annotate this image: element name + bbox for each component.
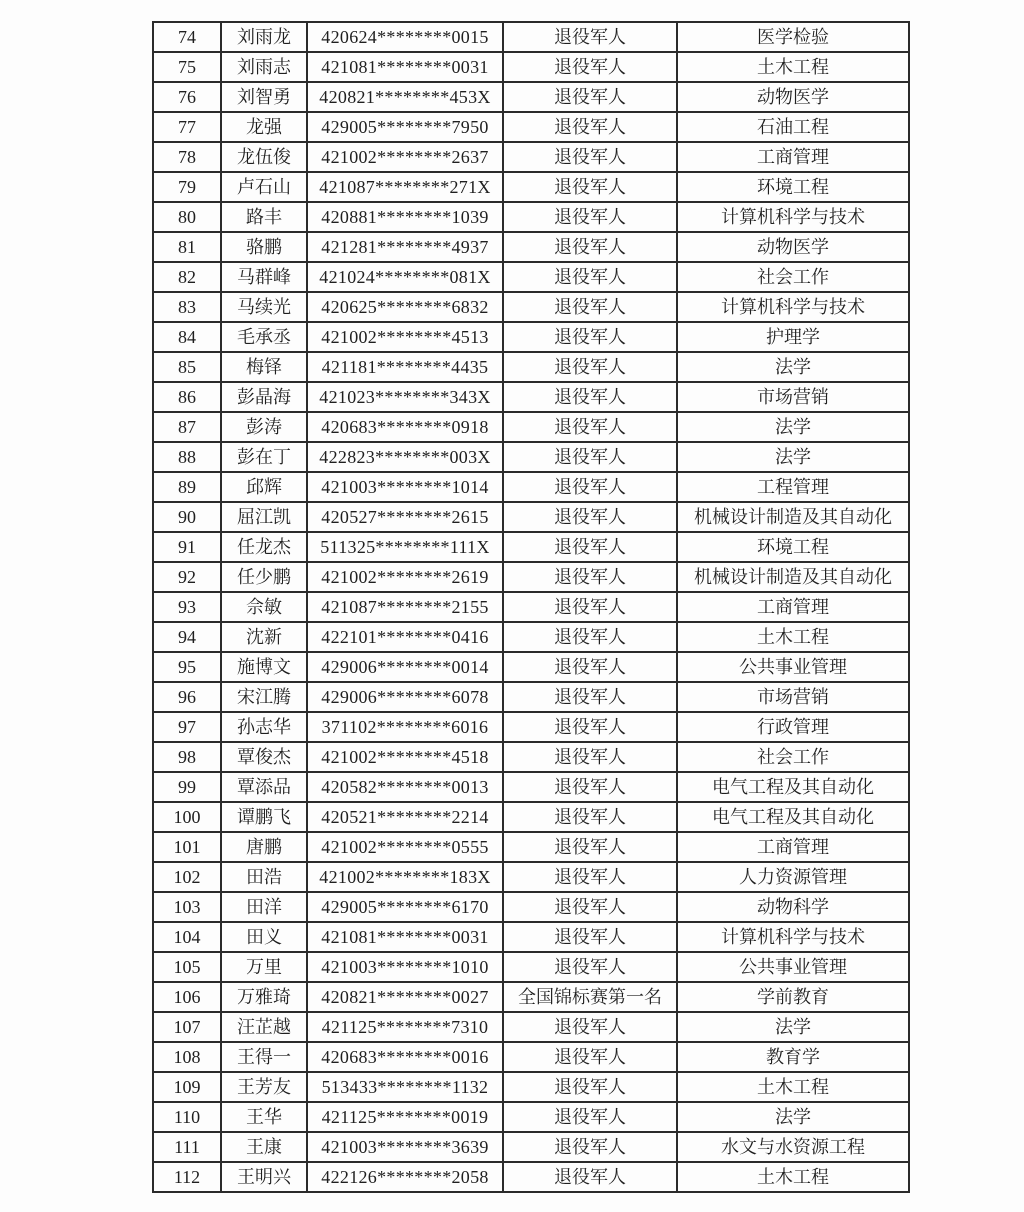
cell-category: 退役军人	[503, 142, 677, 172]
cell-major: 工商管理	[677, 832, 909, 862]
cell-major: 机械设计制造及其自动化	[677, 562, 909, 592]
cell-id: 421081********0031	[307, 922, 503, 952]
cell-id: 420821********0027	[307, 982, 503, 1012]
cell-major: 动物科学	[677, 892, 909, 922]
cell-name: 王华	[221, 1102, 307, 1132]
cell-name: 田义	[221, 922, 307, 952]
cell-category: 退役军人	[503, 112, 677, 142]
cell-major: 行政管理	[677, 712, 909, 742]
cell-name: 田洋	[221, 892, 307, 922]
cell-number: 109	[153, 1072, 221, 1102]
cell-name: 任龙杰	[221, 532, 307, 562]
cell-number: 75	[153, 52, 221, 82]
cell-name: 唐鹏	[221, 832, 307, 862]
cell-major: 动物医学	[677, 232, 909, 262]
cell-major: 土木工程	[677, 1072, 909, 1102]
cell-id: 429005********7950	[307, 112, 503, 142]
roster-table	[152, 21, 910, 1193]
cell-id: 429005********6170	[307, 892, 503, 922]
table-row	[153, 652, 909, 682]
cell-major: 水文与水资源工程	[677, 1132, 909, 1162]
cell-number: 90	[153, 502, 221, 532]
table-row	[153, 682, 909, 712]
cell-category: 退役军人	[503, 472, 677, 502]
cell-category: 退役军人	[503, 22, 677, 52]
table-row	[153, 982, 909, 1012]
cell-name: 路丰	[221, 202, 307, 232]
cell-category: 退役军人	[503, 1162, 677, 1192]
cell-id: 421002********183X	[307, 862, 503, 892]
cell-name: 覃添品	[221, 772, 307, 802]
cell-category: 退役军人	[503, 922, 677, 952]
cell-id: 421002********2637	[307, 142, 503, 172]
cell-number: 86	[153, 382, 221, 412]
cell-id: 429006********6078	[307, 682, 503, 712]
cell-category: 退役军人	[503, 742, 677, 772]
table-row	[153, 1162, 909, 1192]
cell-category: 退役军人	[503, 622, 677, 652]
cell-category: 退役军人	[503, 82, 677, 112]
cell-major: 环境工程	[677, 532, 909, 562]
table-row	[153, 862, 909, 892]
table-row	[153, 1012, 909, 1042]
cell-id: 422101********0416	[307, 622, 503, 652]
cell-name: 谭鹏飞	[221, 802, 307, 832]
cell-id: 421002********4513	[307, 322, 503, 352]
cell-name: 宋江腾	[221, 682, 307, 712]
cell-major: 法学	[677, 1102, 909, 1132]
cell-number: 105	[153, 952, 221, 982]
cell-category: 退役军人	[503, 532, 677, 562]
cell-category: 退役军人	[503, 232, 677, 262]
cell-category: 退役军人	[503, 172, 677, 202]
cell-number: 102	[153, 862, 221, 892]
cell-name: 马群峰	[221, 262, 307, 292]
cell-category: 退役军人	[503, 1102, 677, 1132]
table-row	[153, 502, 909, 532]
table-row	[153, 712, 909, 742]
cell-major: 法学	[677, 352, 909, 382]
cell-category: 退役军人	[503, 772, 677, 802]
cell-name: 孙志华	[221, 712, 307, 742]
table-row	[153, 232, 909, 262]
table-row	[153, 742, 909, 772]
cell-number: 74	[153, 22, 221, 52]
table-row	[153, 382, 909, 412]
cell-major: 环境工程	[677, 172, 909, 202]
cell-name: 佘敏	[221, 592, 307, 622]
cell-name: 万雅琦	[221, 982, 307, 1012]
cell-id: 421081********0031	[307, 52, 503, 82]
cell-name: 万里	[221, 952, 307, 982]
cell-category: 退役军人	[503, 292, 677, 322]
cell-number: 93	[153, 592, 221, 622]
cell-id: 421087********271X	[307, 172, 503, 202]
cell-number: 104	[153, 922, 221, 952]
table-row	[153, 172, 909, 202]
cell-major: 石油工程	[677, 112, 909, 142]
cell-name: 毛承丞	[221, 322, 307, 352]
cell-major: 机械设计制造及其自动化	[677, 502, 909, 532]
cell-name: 沈新	[221, 622, 307, 652]
cell-id: 421002********0555	[307, 832, 503, 862]
cell-id: 420881********1039	[307, 202, 503, 232]
cell-number: 91	[153, 532, 221, 562]
cell-id: 421002********4518	[307, 742, 503, 772]
table-row	[153, 322, 909, 352]
cell-name: 彭晶海	[221, 382, 307, 412]
cell-category: 退役军人	[503, 1072, 677, 1102]
table-row	[153, 832, 909, 862]
cell-id: 420683********0918	[307, 412, 503, 442]
cell-number: 103	[153, 892, 221, 922]
cell-name: 卢石山	[221, 172, 307, 202]
cell-number: 94	[153, 622, 221, 652]
cell-category: 退役军人	[503, 52, 677, 82]
table-row	[153, 592, 909, 622]
cell-id: 420625********6832	[307, 292, 503, 322]
cell-major: 教育学	[677, 1042, 909, 1072]
cell-id: 421125********7310	[307, 1012, 503, 1042]
cell-major: 市场营销	[677, 682, 909, 712]
cell-major: 工程管理	[677, 472, 909, 502]
cell-number: 101	[153, 832, 221, 862]
table-row	[153, 772, 909, 802]
table-row	[153, 52, 909, 82]
cell-number: 85	[153, 352, 221, 382]
cell-name: 任少鹏	[221, 562, 307, 592]
cell-number: 106	[153, 982, 221, 1012]
cell-id: 421281********4937	[307, 232, 503, 262]
cell-name: 邱辉	[221, 472, 307, 502]
table-row	[153, 562, 909, 592]
cell-id: 429006********0014	[307, 652, 503, 682]
cell-number: 81	[153, 232, 221, 262]
cell-name: 彭在丁	[221, 442, 307, 472]
table-row	[153, 142, 909, 172]
cell-number: 108	[153, 1042, 221, 1072]
cell-name: 彭涛	[221, 412, 307, 442]
cell-number: 92	[153, 562, 221, 592]
cell-number: 79	[153, 172, 221, 202]
cell-major: 土木工程	[677, 1162, 909, 1192]
cell-category: 退役军人	[503, 892, 677, 922]
cell-category: 退役军人	[503, 1012, 677, 1042]
table-row	[153, 22, 909, 52]
cell-category: 退役军人	[503, 652, 677, 682]
table-row	[153, 472, 909, 502]
cell-number: 87	[153, 412, 221, 442]
cell-number: 112	[153, 1162, 221, 1192]
cell-number: 77	[153, 112, 221, 142]
cell-name: 王康	[221, 1132, 307, 1162]
cell-major: 土木工程	[677, 52, 909, 82]
cell-id: 421003********1010	[307, 952, 503, 982]
cell-major: 计算机科学与技术	[677, 922, 909, 952]
cell-id: 420582********0013	[307, 772, 503, 802]
cell-name: 屈江凯	[221, 502, 307, 532]
cell-category: 退役军人	[503, 352, 677, 382]
cell-category: 退役军人	[503, 682, 677, 712]
cell-id: 420521********2214	[307, 802, 503, 832]
cell-major: 社会工作	[677, 742, 909, 772]
cell-id: 421087********2155	[307, 592, 503, 622]
cell-name: 田浩	[221, 862, 307, 892]
cell-major: 计算机科学与技术	[677, 202, 909, 232]
cell-name: 汪芷越	[221, 1012, 307, 1042]
table-row	[153, 262, 909, 292]
cell-major: 电气工程及其自动化	[677, 772, 909, 802]
cell-id: 422823********003X	[307, 442, 503, 472]
table-row	[153, 532, 909, 562]
cell-category: 退役军人	[503, 952, 677, 982]
table-row	[153, 1072, 909, 1102]
cell-major: 人力资源管理	[677, 862, 909, 892]
cell-category: 退役军人	[503, 1132, 677, 1162]
cell-major: 法学	[677, 1012, 909, 1042]
table-row	[153, 892, 909, 922]
table-row	[153, 292, 909, 322]
cell-major: 学前教育	[677, 982, 909, 1012]
cell-category: 全国锦标赛第一名	[503, 982, 677, 1012]
cell-name: 刘智勇	[221, 82, 307, 112]
cell-id: 421023********343X	[307, 382, 503, 412]
cell-major: 市场营销	[677, 382, 909, 412]
cell-category: 退役军人	[503, 862, 677, 892]
cell-id: 421003********3639	[307, 1132, 503, 1162]
cell-name: 梅铎	[221, 352, 307, 382]
cell-name: 骆鹏	[221, 232, 307, 262]
cell-number: 84	[153, 322, 221, 352]
cell-name: 龙伍俊	[221, 142, 307, 172]
cell-number: 107	[153, 1012, 221, 1042]
table-row	[153, 412, 909, 442]
cell-id: 421181********4435	[307, 352, 503, 382]
cell-category: 退役军人	[503, 1042, 677, 1072]
cell-id: 421024********081X	[307, 262, 503, 292]
cell-major: 法学	[677, 442, 909, 472]
table-row	[153, 202, 909, 232]
cell-major: 工商管理	[677, 592, 909, 622]
cell-id: 421002********2619	[307, 562, 503, 592]
table-row	[153, 802, 909, 832]
table-row	[153, 1042, 909, 1072]
cell-major: 护理学	[677, 322, 909, 352]
cell-id: 420821********453X	[307, 82, 503, 112]
table-row	[153, 952, 909, 982]
cell-name: 覃俊杰	[221, 742, 307, 772]
table-row	[153, 922, 909, 952]
cell-number: 89	[153, 472, 221, 502]
cell-number: 82	[153, 262, 221, 292]
cell-major: 计算机科学与技术	[677, 292, 909, 322]
cell-number: 99	[153, 772, 221, 802]
cell-number: 80	[153, 202, 221, 232]
table-row	[153, 352, 909, 382]
cell-major: 公共事业管理	[677, 652, 909, 682]
cell-category: 退役军人	[503, 832, 677, 862]
cell-number: 100	[153, 802, 221, 832]
cell-id: 420683********0016	[307, 1042, 503, 1072]
table-row	[153, 1132, 909, 1162]
cell-category: 退役军人	[503, 562, 677, 592]
cell-name: 施博文	[221, 652, 307, 682]
cell-id: 513433********1132	[307, 1072, 503, 1102]
cell-number: 78	[153, 142, 221, 172]
cell-category: 退役军人	[503, 712, 677, 742]
cell-id: 421125********0019	[307, 1102, 503, 1132]
cell-number: 95	[153, 652, 221, 682]
cell-major: 公共事业管理	[677, 952, 909, 982]
table-row	[153, 442, 909, 472]
cell-number: 88	[153, 442, 221, 472]
cell-number: 76	[153, 82, 221, 112]
cell-number: 83	[153, 292, 221, 322]
cell-category: 退役军人	[503, 322, 677, 352]
cell-name: 马续光	[221, 292, 307, 322]
cell-major: 医学检验	[677, 22, 909, 52]
cell-id: 421003********1014	[307, 472, 503, 502]
table-row	[153, 112, 909, 142]
table-row	[153, 1102, 909, 1132]
cell-category: 退役军人	[503, 382, 677, 412]
cell-number: 97	[153, 712, 221, 742]
cell-id: 422126********2058	[307, 1162, 503, 1192]
cell-number: 96	[153, 682, 221, 712]
cell-id: 420624********0015	[307, 22, 503, 52]
cell-major: 动物医学	[677, 82, 909, 112]
cell-name: 刘雨志	[221, 52, 307, 82]
cell-category: 退役军人	[503, 202, 677, 232]
cell-name: 王得一	[221, 1042, 307, 1072]
cell-category: 退役军人	[503, 502, 677, 532]
cell-number: 110	[153, 1102, 221, 1132]
cell-name: 龙强	[221, 112, 307, 142]
cell-name: 王芳友	[221, 1072, 307, 1102]
cell-category: 退役军人	[503, 262, 677, 292]
cell-major: 工商管理	[677, 142, 909, 172]
cell-category: 退役军人	[503, 412, 677, 442]
cell-id: 420527********2615	[307, 502, 503, 532]
cell-major: 社会工作	[677, 262, 909, 292]
cell-major: 法学	[677, 412, 909, 442]
cell-name: 刘雨龙	[221, 22, 307, 52]
cell-major: 土木工程	[677, 622, 909, 652]
cell-number: 111	[153, 1132, 221, 1162]
cell-id: 511325********111X	[307, 532, 503, 562]
cell-name: 王明兴	[221, 1162, 307, 1192]
cell-category: 退役军人	[503, 802, 677, 832]
cell-category: 退役军人	[503, 592, 677, 622]
cell-major: 电气工程及其自动化	[677, 802, 909, 832]
table-body	[153, 22, 909, 1192]
cell-id: 371102********6016	[307, 712, 503, 742]
table-row	[153, 622, 909, 652]
cell-number: 98	[153, 742, 221, 772]
cell-category: 退役军人	[503, 442, 677, 472]
table-row	[153, 82, 909, 112]
